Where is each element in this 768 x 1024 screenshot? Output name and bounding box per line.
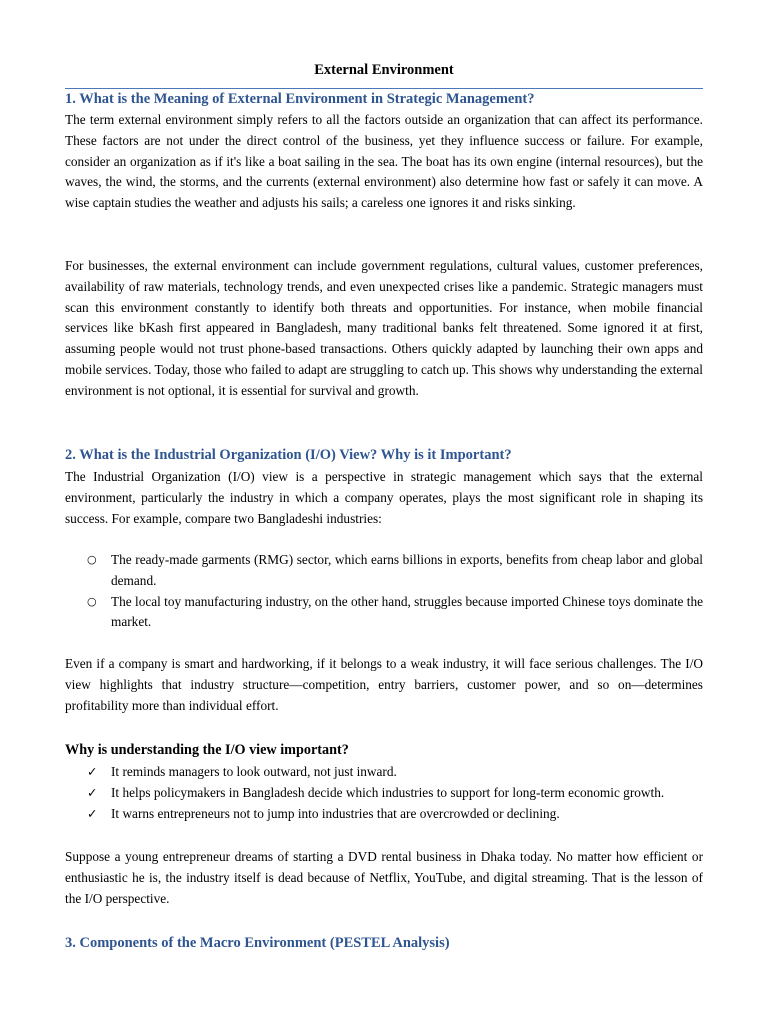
section-1-heading: 1. What is the Meaning of External Environment in Strategic Management? <box>65 91 535 107</box>
list-item-text: It helps policymakers in Bangladesh decide which industries to support for long-term economic growth. <box>111 784 665 800</box>
checkmark-icon: ✓ <box>87 764 98 779</box>
list-item <box>0 592 703 634</box>
circle-bullet-icon: ○ <box>87 553 97 566</box>
section-1-paragraph-1: The term external environment simply refers to all the factors outside an organization that can affect its performance. These factors are not under the direct control of the business, yet they influence success or failure. For example, consider an organization as if it's like a boat sailing in the sea. The boat has its own engine (internal resources), but the waves, the wind, the storms, and the currents (external environment) also determine how fast or safely it can move. A wise captain studies the weather and adjusts his sails; a careless one ignores it and risks sinking. <box>65 112 703 211</box>
list-item-text: The local toy manufacturing industry, on the other hand, struggles because imported Chinese toys dominate the market. <box>111 593 703 630</box>
section-2-paragraph-1: The Industrial Organization (I/O) view is a perspective in strategic management which says that the external environment, particularly the industry in which a company operates, plays the most significant role in shaping its success. For example, compare two Bangladeshi industries: <box>65 469 703 526</box>
section-3-heading: 3. Components of the Macro Environment (PESTEL Analysis) <box>65 935 450 951</box>
list-item-text: It warns entrepreneurs not to jump into industries that are overcrowded or declining. <box>111 805 560 821</box>
io-importance-subheading: Why is understanding the I/O view important? <box>65 742 349 758</box>
checkmark-icon: ✓ <box>87 784 98 800</box>
list-item <box>0 804 703 825</box>
circle-bullet-icon: ○ <box>87 594 97 608</box>
list-item <box>0 783 703 804</box>
checkmark-icon: ✓ <box>87 805 98 821</box>
list-item <box>0 550 703 592</box>
section-2-heading: 2. What is the Industrial Organization (I/O) View? Why is it Important? <box>65 447 512 463</box>
list-item-text: It reminds managers to look outward, not just inward. <box>111 764 397 779</box>
list-item <box>0 762 703 783</box>
list-item-text: The ready-made garments (RMG) sector, which earns billions in exports, benefits from cheap labor and global demand. <box>111 552 703 588</box>
section-2-paragraph-3: Suppose a young entrepreneur dreams of starting a DVD rental business in Dhaka today. No matter how efficient or enthusiastic he is, the industry itself is dead because of Netflix, YouTube, and digital streaming. That is the lesson of the I/O perspective. <box>65 849 703 906</box>
io-importance-list <box>0 762 768 824</box>
industry-examples-list <box>0 550 768 633</box>
section-2-paragraph-2: Even if a company is smart and hardworking, if it belongs to a weak industry, it will face serious challenges. The I/O view highlights that industry structure—competition, entry barriers, customer power, and so on—determines profitability more than individual effort. <box>65 656 703 713</box>
section-1-paragraph-2: For businesses, the external environment can include government regulations, cultural values, customer preferences, availability of raw materials, technology trends, and even unexpected crises like a pandemic. Strategic managers must scan this environment constantly to identify both threats and opportunities. For instance, when mobile financial services like bKash first appeared in Bangladesh, many traditional banks felt threatened. Some ignored it at first, assuming people would not trust phone-based transactions. Others quickly adapted by launching their own apps and mobile services. Today, those who failed to adapt are struggling to catch up. This shows why understanding the external environment is not optional, it is essential for survival and growth. <box>65 258 703 398</box>
document-title: External Environment <box>314 62 454 78</box>
